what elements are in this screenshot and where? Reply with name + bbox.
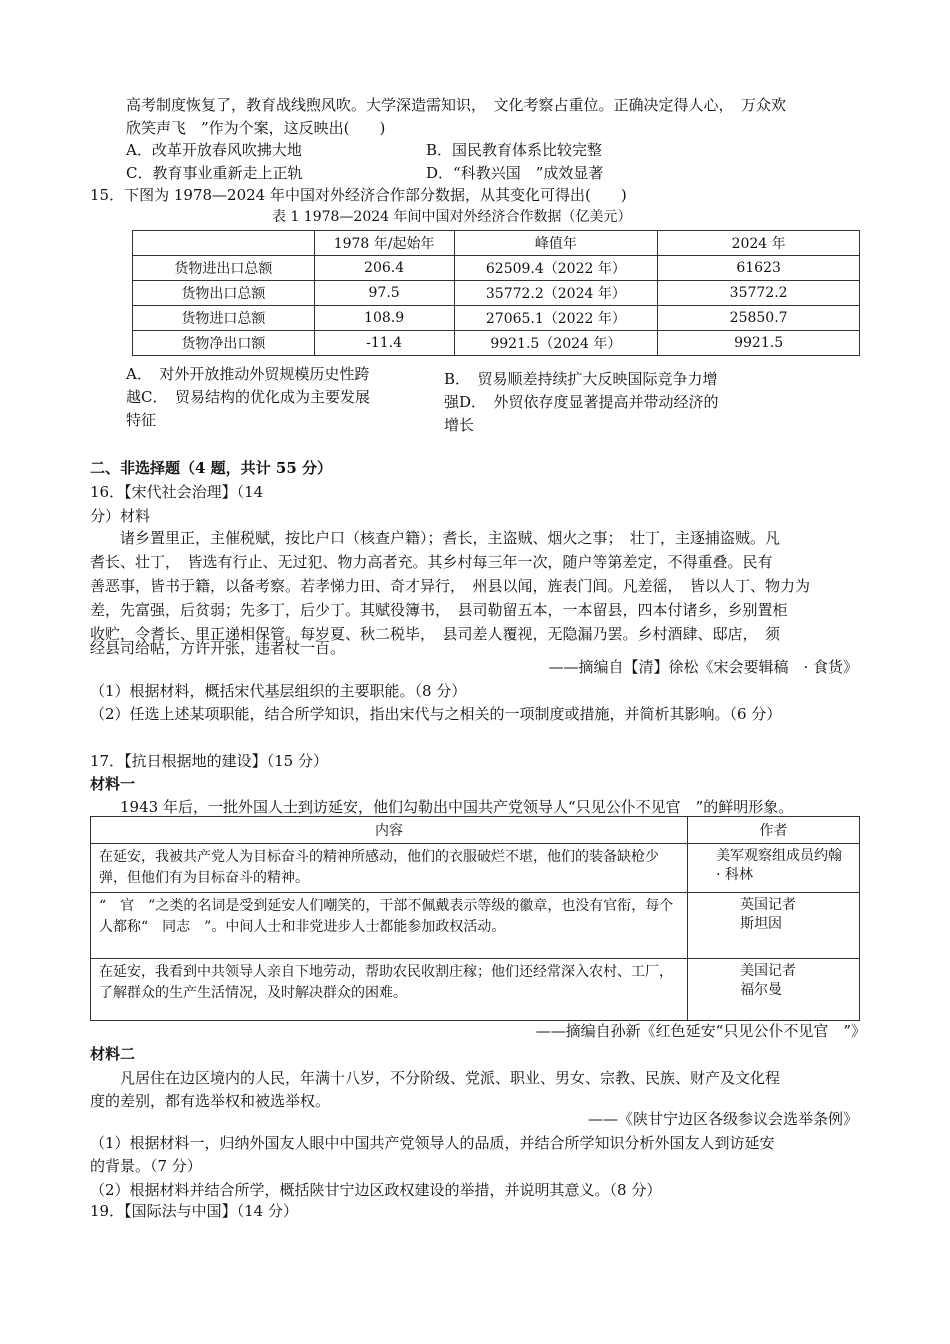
table-cell: 62509.4（2022 年） xyxy=(454,256,658,281)
foreigner-quotes-table xyxy=(90,816,860,1021)
table-cell: 在延安，我被共产党人为目标奋斗的精神所感动，他们的衣服破烂不堪，他们的装备缺枪少弹，但他们有为目标奋斗的精神。 xyxy=(91,844,688,893)
q16-material-line: 善恶事，皆书于籍，以备考察。若孝悌力田、奇才异行， 州县以闻，旌表门闾。凡差徭， 皆以人丁、物力为 xyxy=(90,577,811,595)
q16-material-line: 差，先富强，后贫弱；先多丁，后少丁。其赋役簿书， 县司勒留五本，一本留县，四本付诸乡，乡别置柜 xyxy=(90,601,788,619)
table-cell: 35772.2（2024 年） xyxy=(454,281,658,306)
table-cell: 9921.5（2024 年） xyxy=(454,331,658,356)
table-row xyxy=(133,331,860,356)
table-row xyxy=(133,256,860,281)
table-cell: 61623 xyxy=(658,256,860,281)
table-header-cell xyxy=(133,231,315,256)
q14-option-d: D．“科教兴国 ”成效显著 xyxy=(426,164,604,182)
table-cell: 货物净出口额 xyxy=(133,331,315,356)
q16-subquestion-1: （1）根据材料，概括宋代基层组织的主要职能。（8 分） xyxy=(90,682,467,700)
table-row xyxy=(91,844,860,893)
q15-options-left-1: A． 对外开放推动外贸规模历史性跨 xyxy=(126,365,370,383)
trade-data-table xyxy=(132,230,860,356)
table-cell: -11.4 xyxy=(314,331,454,356)
table-row xyxy=(133,306,860,331)
table-cell: “ 官 ”之类的名词是受到延安人们嘲笑的，干部不佩戴表示等级的徽章，也没有官衔，每个人都称“ 同志 ”。中间人士和非党进步人士都能参加政权活动。 xyxy=(91,893,688,959)
table-cell: 206.4 xyxy=(314,256,454,281)
q15-stem: 15．下图为 1978—2024 年中国对外经济合作部分数据，从其变化可得出( ) xyxy=(90,186,627,204)
q16-material-line: 收贮，令耆长、里正递相保管。每岁夏、秋二税毕， 县司差人覆视，无隐漏乃罢。乡村酒肆、邸店， 须 xyxy=(90,625,781,643)
q15-table-title: 表 1 1978—2024 年间中国对外经济合作数据（亿美元） xyxy=(272,209,632,225)
table-row xyxy=(91,893,860,959)
q17-material2-line: 凡居住在边区境内的人民，年满十八岁，不分阶级、党派、职业、男女、宗教、民族、财产及文化程 xyxy=(90,1069,781,1087)
q17-subquestion-1: （1）根据材料一，归纳外国友人眼中中国共产党领导人的品质，并结合所学知识分析外国友人到访延安 xyxy=(90,1134,775,1152)
q15-options-left-2: 越C． 贸易结构的优化成为主要发展 xyxy=(126,388,370,406)
table-cell: 货物进口总额 xyxy=(133,306,315,331)
table-cell: 美军观察组成员约翰 · 科林 xyxy=(688,844,860,893)
q17-material1-source: ——摘编自孙新《红色延安“只见公仆不见官 ”》 xyxy=(535,1022,866,1040)
q17-subquestion-2: （2）根据材料并结合所学，概括陕甘宁边区政权建设的举措，并说明其意义。（8 分） xyxy=(90,1181,662,1199)
q19-title: 19．【国际法与中国】（14 分） xyxy=(90,1202,298,1220)
q14-option-a: A．改革开放春风吹拂大地 xyxy=(126,141,302,159)
table-header-cell: 峰值年 xyxy=(454,231,658,256)
q14-option-b: B．国民教育体系比较完整 xyxy=(426,141,603,159)
q17-title: 17．【抗日根据地的建设】（15 分） xyxy=(90,752,328,770)
table-cell: 97.5 xyxy=(314,281,454,306)
q17-material2-line: 度的差别，都有选举权和被选举权。 xyxy=(90,1092,331,1110)
table-cell: 9921.5 xyxy=(658,331,860,356)
table-cell: 35772.2 xyxy=(658,281,860,306)
q17-material2-source: ——《陕甘宁边区各级参议会选举条例》 xyxy=(587,1110,858,1128)
q15-options-right-3: 增长 xyxy=(444,416,475,434)
table-cell: 25850.7 xyxy=(658,306,860,331)
table-header-row xyxy=(91,817,860,844)
q14-option-c: C．教育事业重新走上正轨 xyxy=(126,164,303,182)
q17-material1-intro: 1943 年后，一批外国人士到访延安，他们勾勒出中国共产党领导人“只见公仆不见官 ”的鲜明形象。 xyxy=(90,798,794,816)
q15-options-left-3: 特征 xyxy=(126,411,157,429)
q16-title-line2: 分）材料 xyxy=(90,507,151,525)
table-header-row xyxy=(133,231,860,256)
table-cell: 货物进出口总额 xyxy=(133,256,315,281)
q16-material-line: 诸乡置里正，主催税赋，按比户口（核查户籍）；耆长，主盗贼、烟火之事； 壮丁，主逐捕盗贼。凡 xyxy=(90,529,781,547)
q14-stem-line2: 欣笑声飞 ”作为个案，这反映出( ) xyxy=(126,119,386,137)
table-header-cell: 内容 xyxy=(91,817,688,844)
q16-title-line1: 16．【宋代社会治理】（14 xyxy=(90,483,264,501)
table-cell: 货物出口总额 xyxy=(133,281,315,306)
q16-material-line: 经县司给帖，方许开张，违者杖一百。 xyxy=(90,639,346,657)
q14-stem-line1: 高考制度恢复了，教育战线煦风吹。大学深造需知识， 文化考察占重位。正确决定得人心， 万众欢 xyxy=(126,96,787,114)
q16-material-line: 耆长、壮丁， 皆选有行止、无过犯、物力高者充。其乡村每三年一次，随户等第差定，不得重叠。民有 xyxy=(90,553,773,571)
table-cell: 27065.1（2022 年） xyxy=(454,306,658,331)
table-header-cell: 作者 xyxy=(688,817,860,844)
table-row xyxy=(91,959,860,1021)
table-header-cell: 2024 年 xyxy=(658,231,860,256)
q17-material1-label: 材料一 xyxy=(90,775,136,793)
q15-options-right-1: B． 贸易顺差持续扩大反映国际竞争力增 xyxy=(444,370,718,388)
section-title: 二、非选择题（4 题，共计 55 分） xyxy=(90,459,332,477)
table-header-cell: 1978 年/起始年 xyxy=(314,231,454,256)
table-cell: 在延安，我看到中共领导人亲自下地劳动，帮助农民收割庄稼；他们还经常深入农村、工厂，了解群众的生产生活情况，及时解决群众的困难。 xyxy=(91,959,688,1021)
q15-options-right-2: 强D． 外贸依存度显著提高并带动经济的 xyxy=(444,393,719,411)
q16-source: ——摘编自【清】徐松《宋会要辑稿 · 食货》 xyxy=(548,658,858,676)
table-cell: 美国记者福尔曼 xyxy=(688,959,860,1021)
table-cell: 108.9 xyxy=(314,306,454,331)
table-cell: 英国记者斯坦因 xyxy=(688,893,860,959)
table-row xyxy=(133,281,860,306)
q17-subquestion-1-cont: 的背景。（7 分） xyxy=(90,1157,202,1175)
q16-subquestion-2: （2）任选上述某项职能，结合所学知识，指出宋代与之相关的一项制度或措施，并简析其影响。（6 分） xyxy=(90,705,782,723)
q17-material2-label: 材料二 xyxy=(90,1045,136,1063)
